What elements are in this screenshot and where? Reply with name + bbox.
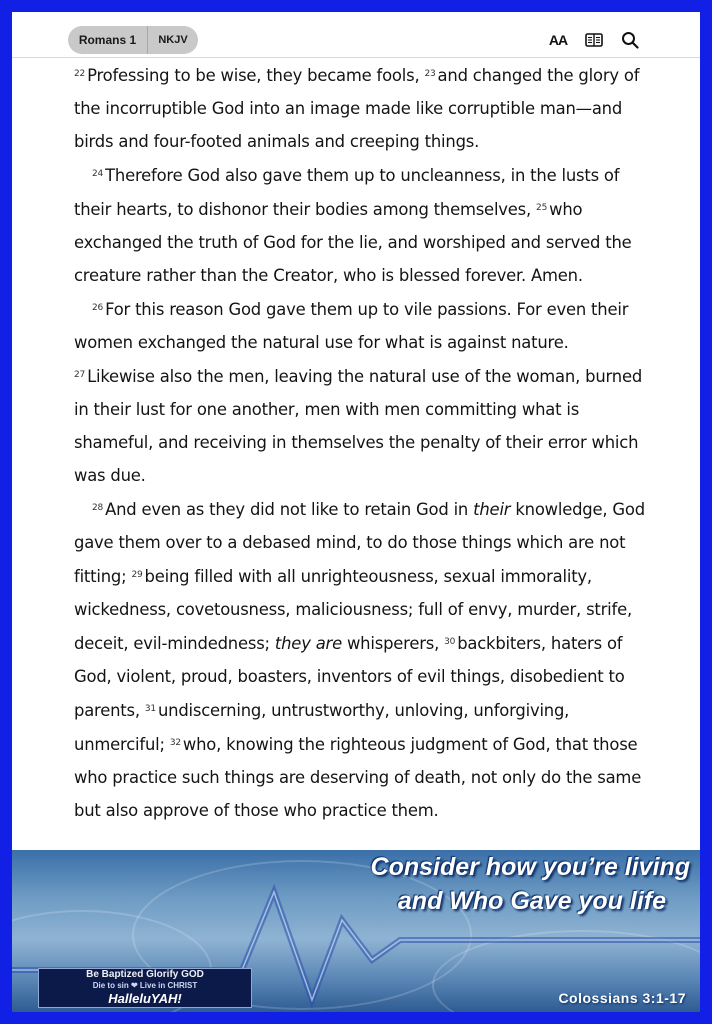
book-chapter-button[interactable]: Romans 1 <box>68 26 148 54</box>
verse-number[interactable]: 29 <box>131 570 143 580</box>
headline-line-2: and Who Gave you life <box>397 887 666 915</box>
verse-text[interactable]: Professing to be wise, they became fools, <box>87 66 425 85</box>
verse-number[interactable]: 30 <box>444 637 456 647</box>
passage-selector <box>68 26 198 54</box>
verse-text[interactable]: being filled with all unrighteousness, sexual immorality, wickedness, covetousness, maliciousness; full of envy, murder, strife, deceit, evil-mindedness; <box>74 567 632 653</box>
verse-text[interactable]: who exchanged the truth of God for the lie, and worshiped and served the creature rather than the Creator, who is blessed forever. Amen. <box>74 200 632 285</box>
top-toolbar <box>12 12 700 58</box>
scripture-reference: Colossians 3:1-17 <box>558 990 686 1006</box>
version-button[interactable]: NKJV <box>158 34 188 46</box>
verse-text: whisperers, <box>341 634 445 653</box>
verse-text[interactable]: and changed the glory of the incorruptible God into an image made like corruptible man—and birds and four-footed animals and creeping things. <box>74 66 640 151</box>
verse-text: knowledge, God gave them over to a debased mind, to do those things which are not fitting; <box>74 500 645 586</box>
paragraph <box>74 292 646 492</box>
paragraph <box>74 58 646 158</box>
verse-number[interactable]: 25 <box>536 203 548 213</box>
search-icon[interactable] <box>620 30 640 50</box>
paragraph <box>74 492 646 827</box>
text-size-icon[interactable]: AA <box>548 32 568 48</box>
verse-italic-text: their <box>473 500 511 519</box>
scripture-text <box>74 58 646 827</box>
verse-text[interactable]: And even as they did not like to retain God in <box>105 500 474 519</box>
verse-number[interactable]: 31 <box>144 704 156 714</box>
verse-number[interactable]: 32 <box>169 738 181 748</box>
verse-text[interactable]: Likewise also the men, leaving the natural use of the woman, burned in their lust for one another, men with men committing what is shameful, and receiving in themselves the penalty of their error which was due. <box>74 367 643 485</box>
verse-text[interactable]: backbiters, haters of God, violent, proud, boasters, inventors of evil things, disobedient to parents, <box>74 634 625 720</box>
verse-text[interactable]: Therefore God also gave them up to uncleanness, in the lusts of their hearts, to dishonor their bodies among themselves, <box>74 166 620 219</box>
app-frame <box>12 12 700 1012</box>
verse-number[interactable]: 23 <box>424 69 436 79</box>
promo-banner <box>12 850 700 1012</box>
headline-line-1: Consider how you’re living <box>370 853 690 881</box>
verse-number[interactable]: 26 <box>92 303 104 313</box>
promo-line-3: HalleluYAH! <box>108 991 182 1006</box>
verse-number[interactable]: 28 <box>92 503 104 513</box>
verse-text[interactable]: undiscerning, untrustworthy, unloving, unforgiving, unmerciful; <box>74 701 570 754</box>
verse-text[interactable]: For this reason God gave them up to vile passions. For even their women exchanged the natural use for what is against nature. <box>74 300 629 352</box>
promo-line-1: Be Baptized Glorify GOD <box>86 969 204 980</box>
verse-italic-text: they are <box>274 634 342 653</box>
verse-number[interactable]: 24 <box>92 169 104 179</box>
verse-text[interactable]: who, knowing the righteous judgment of God, that those who practice such things are deserving of death, not only do the same but also approve of those who practice them. <box>74 735 642 820</box>
promo-line-2: Die to sin ❤ Live in CHRIST <box>92 981 198 990</box>
book-icon[interactable] <box>584 30 604 50</box>
paragraph <box>74 158 646 292</box>
toolbar-actions <box>548 30 640 50</box>
verse-number[interactable]: 27 <box>74 370 86 380</box>
banner-headline <box>371 850 690 918</box>
baptism-promo-box <box>38 968 252 1008</box>
verse-number[interactable]: 22 <box>74 69 86 79</box>
